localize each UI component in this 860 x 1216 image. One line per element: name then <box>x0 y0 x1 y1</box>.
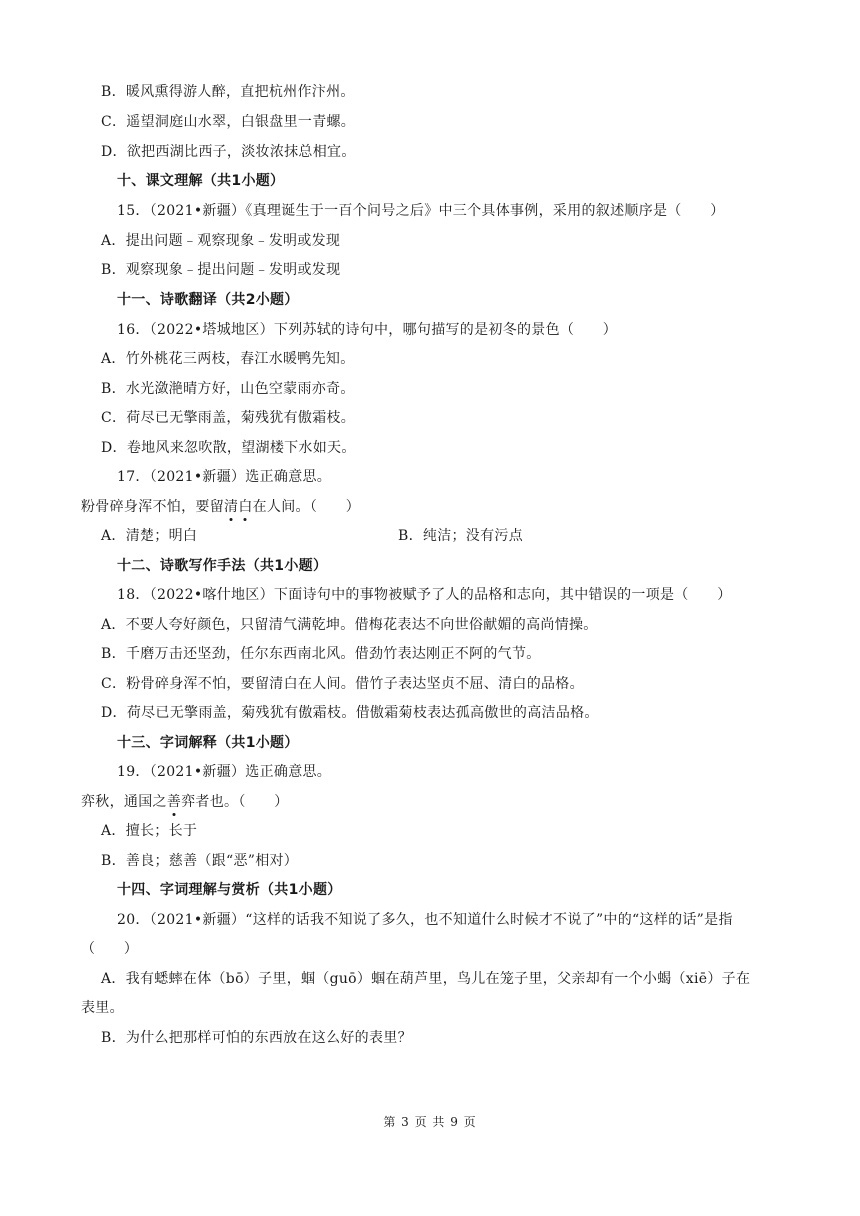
option-a-q17: A．清楚；明白 <box>101 528 198 544</box>
question-20: 20．（2021•新疆）“这样的话我不知说了多久，也不知道什么时候才不说了”中的“这样的话”是指 <box>117 912 733 928</box>
option-b-q14: B．暖风熏得游人醉，直把杭州作汴州。 <box>101 84 355 100</box>
sentence-part: 粉骨碎身浑不怕，要留 <box>81 499 224 515</box>
question-16: 16．（2022•塔城地区）下列苏轼的诗句中，哪句描写的是初冬的景色（ ） <box>117 322 618 338</box>
question-17: 17．（2021•新疆）选正确意思。 <box>117 469 332 485</box>
section-title-12: 十二、诗歌写作手法（共1小题） <box>117 558 328 574</box>
option-d-q16: D．卷地风来忽吹散，望湖楼下水如天。 <box>101 440 356 456</box>
option-a-q15: A．提出问题﹣观察现象﹣发明或发现 <box>101 233 341 249</box>
section-title-13: 十三、字词解释（共1小题） <box>117 735 299 751</box>
question-17-sentence <box>81 497 360 517</box>
question-19-sentence <box>81 792 289 812</box>
page-footer: 第 3 页 共 9 页 <box>383 1115 477 1129</box>
sentence-part: 弈者也。（ ） <box>181 794 289 810</box>
emphasized-char: 善 <box>166 794 182 810</box>
option-a-q20: A．我有蟋蟀在体（bō）子里，蝈（guō）蝈在葫芦里，鸟儿在笼子里，父亲却有一个小蝎（xiē）子在 <box>101 971 751 987</box>
option-c-q14: C．遥望洞庭山水翠，白银盘里一青螺。 <box>101 114 356 130</box>
section-title-11: 十一、诗歌翻译（共2小题） <box>117 292 299 308</box>
section-title-10: 十、课文理解（共1小题） <box>117 173 285 189</box>
option-a-q16: A．竹外桃花三两枝，春江水暖鸭先知。 <box>101 351 355 367</box>
sentence-part: 在人间。（ ） <box>252 499 361 515</box>
sentence-part: 弈秋，通国之 <box>81 794 167 810</box>
option-b-q15: B．观察现象﹣提出问题﹣发明或发现 <box>101 262 341 278</box>
question-18: 18．（2022•喀什地区）下面诗句中的事物被赋予了人的品格和志向，其中错误的一项是（ ） <box>117 587 732 603</box>
option-d-q14: D．欲把西湖比西子，淡妆浓抹总相宜。 <box>101 144 356 160</box>
option-a-q18: A．不要人夸好颜色，只留清气满乾坤。借梅花表达不向世俗献媚的高尚情操。 <box>101 617 598 633</box>
question-15: 15．（2021•新疆）《真理诞生于一百个问号之后》中三个具体事例，采用的叙述顺序是（ ） <box>117 203 725 219</box>
option-b-q18: B．千磨万击还坚劲，任尔东西南北风。借劲竹表达刚正不阿的气节。 <box>101 646 541 662</box>
option-a-q19: A．擅长；长于 <box>101 823 198 839</box>
option-b-q16: B．水光潋滟晴方好，山色空蒙雨亦奇。 <box>101 381 355 397</box>
option-b-q17: B．纯洁；没有污点 <box>398 528 523 544</box>
option-d-q18: D．荷尽已无擎雨盖，菊残犹有傲霜枝。借傲霜菊枝表达孤高傲世的高洁品格。 <box>101 705 599 721</box>
option-b-q19: B．善良；慈善（跟“恶”相对） <box>101 853 299 869</box>
option-a-q20-cont: 表里。 <box>81 1000 124 1016</box>
option-b-q20: B．为什么把那样可怕的东西放在这么好的表里？ <box>101 1030 412 1046</box>
question-19: 19．（2021•新疆）选正确意思。 <box>117 764 332 780</box>
option-c-q16: C．荷尽已无擎雨盖，菊残犹有傲霜枝。 <box>101 410 356 426</box>
option-c-q18: C．粉骨碎身浑不怕，要留清白在人间。借竹子表达坚贞不屈、清白的品格。 <box>101 676 584 692</box>
emphasized-char: 清 <box>224 499 239 515</box>
emphasized-char: 白 <box>238 499 253 515</box>
section-title-14: 十四、字词理解与赏析（共1小题） <box>117 882 342 898</box>
question-20-paren: （ ） <box>81 941 139 957</box>
